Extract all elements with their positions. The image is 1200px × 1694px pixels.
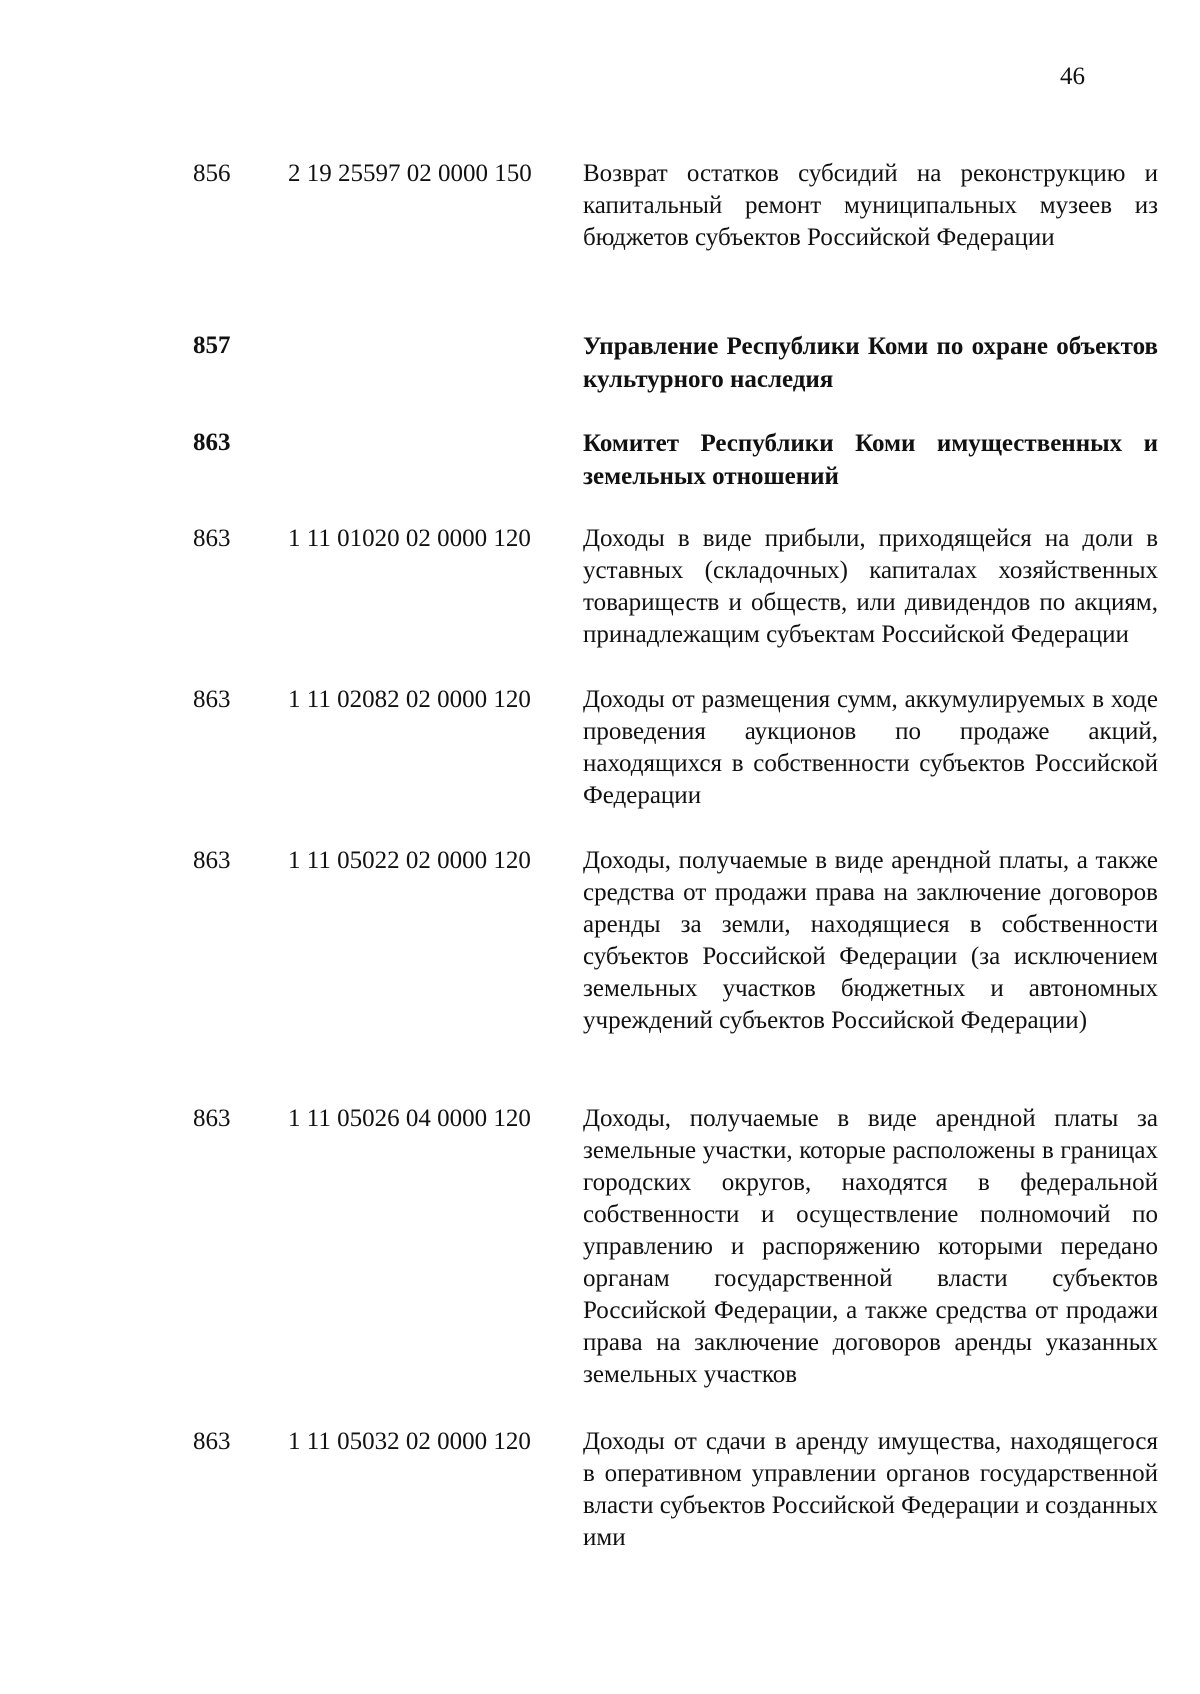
admin-code: 856 [193,160,231,187]
revenue-name: Доходы от размещения сумм, аккумулируемых в ходе проведения аукционов по продаже акций, находящихся в собственности субъектов Российской Федерации [583,686,1158,809]
admin-code: 863 [193,686,231,713]
admin-code: 863 [193,525,231,552]
revenue-name: Доходы от сдачи в аренду имущества, находящегося в оперативном управлении органов государственной власти субъектов Российской Федерации и созданных ими [583,1428,1159,1551]
budget-classification-code: 1 11 05026 04 0000 120 [288,1105,531,1132]
revenue-name: Доходы, получаемые в виде арендной платы за земельные участки, которые расположены в границах городских округов, находятся в федеральной собственности и осуществление полномочий по управлению и распоряжению которыми передано органам государственной власти субъектов Российской Федерации, а также средства от продажи права на заключение договоров аренды указанных земельных участков [583,1105,1158,1388]
admin-code: 863 [193,1105,231,1132]
budget-classification-code: 1 11 05022 02 0000 120 [288,847,531,874]
admin-code: 863 [193,847,231,874]
budget-classification-code: 1 11 02082 02 0000 120 [288,686,531,713]
revenue-name: Возврат остатков субсидий на реконструкцию и капитальный ремонт муниципальных музеев из бюджетов субъектов Российской Федерации [583,160,1158,251]
admin-code: 863 [193,1428,231,1455]
administrator-name: Управление Республики Коми по охране объектов культурного наследия [583,333,1158,393]
admin-code: 857 [193,332,231,359]
administrator-name: Комитет Республики Коми имущественных и земельных отношений [583,430,1158,490]
revenue-name: Доходы в виде прибыли, приходящейся на доли в уставных (складочных) капиталах хозяйственных товариществ и обществ, или дивидендов по акциям, принадлежащим субъектам Российской Федерации [583,525,1158,648]
revenue-name: Доходы, получаемые в виде арендной платы, а также средства от продажи права на заключение договоров аренды за земли, находящиеся в собственности субъектов Российской Федерации (за исключением земельных участков бюджетных и автономных учреждений субъектов Российской Федерации) [583,847,1158,1034]
page-number: 46 [1060,63,1085,90]
budget-classification-code: 1 11 05032 02 0000 120 [288,1428,531,1455]
admin-code: 863 [193,429,231,456]
budget-classification-code: 2 19 25597 02 0000 150 [288,160,532,187]
budget-classification-code: 1 11 01020 02 0000 120 [288,525,531,552]
